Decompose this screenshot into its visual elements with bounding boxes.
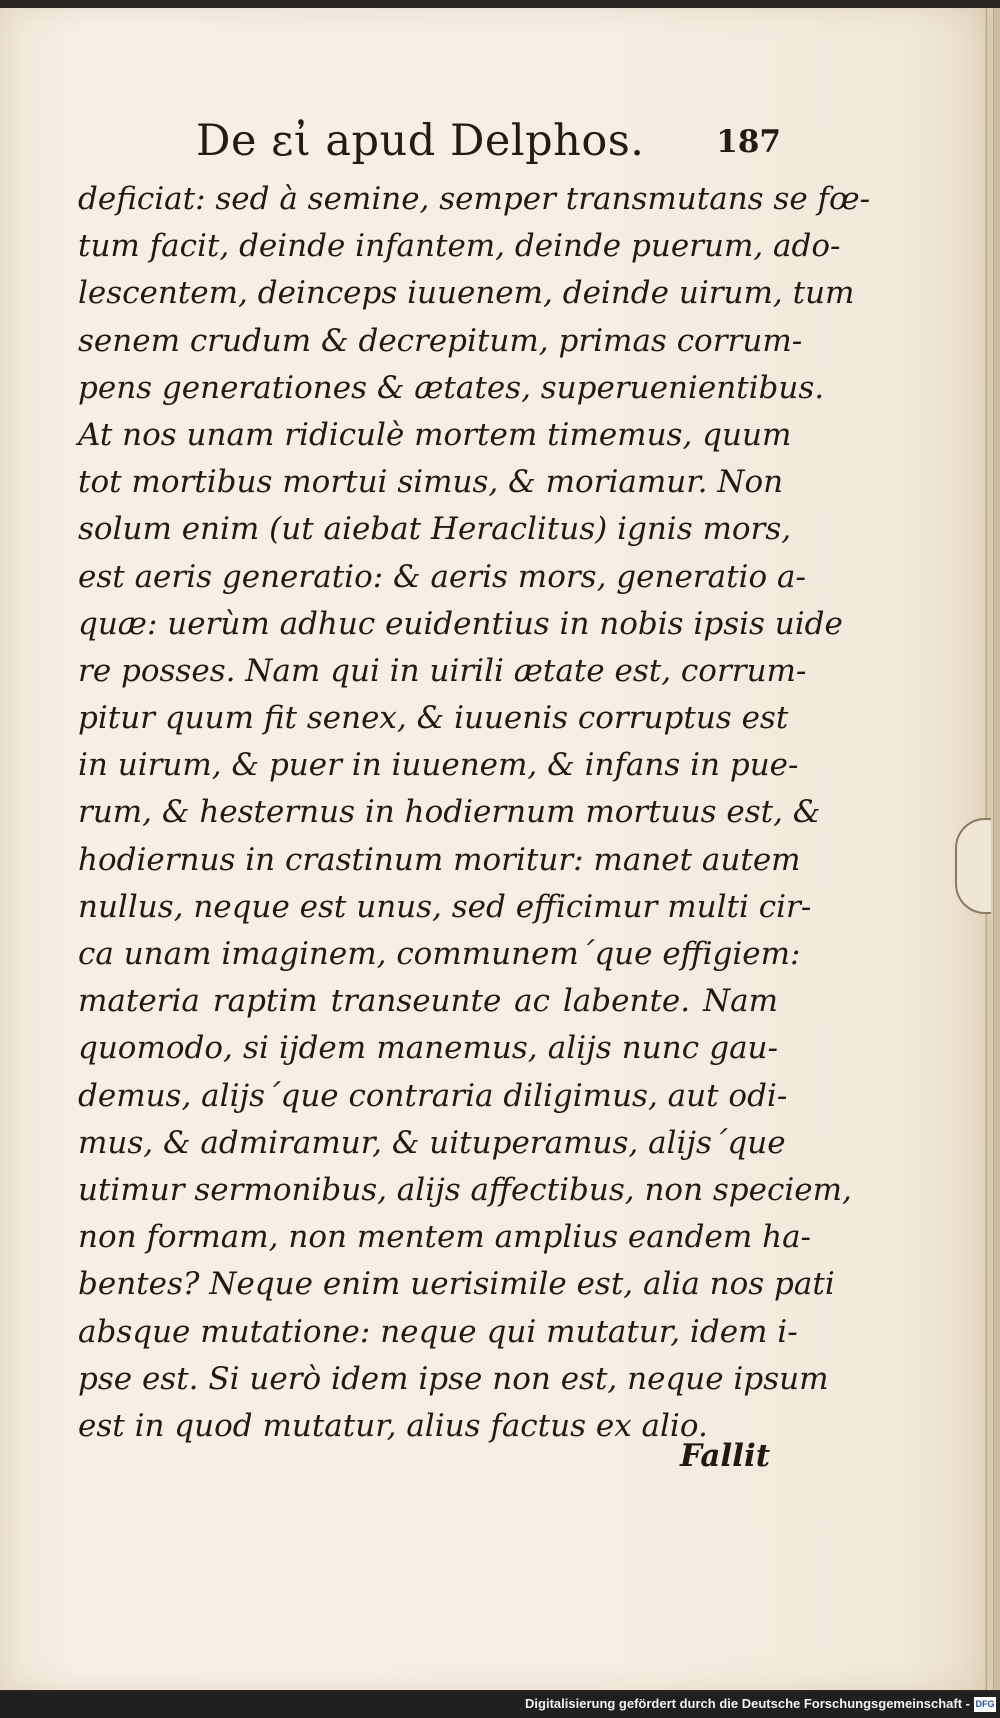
text-line: re posses. Nam qui in uirili ætate est, corrum-: [78, 652, 807, 689]
body-text: [78, 176, 871, 1450]
text-line: lescentem, deinceps iuuenem, deinde uirum, tum: [78, 275, 855, 312]
dfg-logo-icon: DFG: [974, 1697, 996, 1712]
text-line: rum, & hesternus in hodiernum mortuus est, &: [78, 794, 821, 831]
text-line: absque mutatione: neque qui mutatur, idem i-: [78, 1313, 798, 1350]
text-line: non formam, non mentem amplius eandem ha-: [78, 1219, 812, 1256]
funding-credit: Digitalisierung gefördert durch die Deutsche Forschungsgemeinschaft -: [525, 1696, 970, 1711]
text-line: bentes? Neque enim uerisimile est, alia nos pati: [78, 1266, 835, 1303]
text-line: tum facit, deinde infantem, deinde puerum, ado-: [78, 228, 841, 265]
text-line: At nos unam ridiculè mortem timemus, quum: [78, 416, 792, 453]
text-line: in uirum, & puer in iuuenem, & infans in pue-: [78, 747, 799, 784]
text-line: pse est. Si uerò idem ipse non est, neque ipsum: [78, 1360, 829, 1397]
text-line: mus, & admiramur, & uituperamus, alijs´que: [78, 1124, 786, 1161]
text-line: tot mortibus mortui simus, & moriamur. Non: [78, 464, 784, 501]
text-line: deficiat: sed à semine, semper transmutans se fœ-: [78, 181, 871, 217]
page-header: [196, 116, 781, 176]
text-line: quæ: uerùm adhuc euidentius in nobis ipsis uide: [78, 605, 843, 642]
text-line: ca unam imaginem, communem´que effigiem:: [78, 936, 801, 972]
running-head: De εἰ apud Delphos.: [196, 116, 645, 166]
text-line: est aeris generatio: & aeris mors, generatio a-: [78, 558, 806, 595]
text-line: pens generationes & ætates, superuenientibus.: [78, 369, 825, 406]
text-line: utimur sermonibus, alijs affectibus, non speciem,: [78, 1171, 852, 1208]
text-line: pitur quum fit senex, & iuuenis corruptus est: [78, 700, 789, 737]
text-line: materia raptim transeunte ac labente. Nam: [78, 983, 778, 1020]
text-line: senem crudum & decrepitum, primas corrum-: [78, 322, 803, 359]
text-line: solum enim (ut aiebat Heraclitus) ignis mors,: [78, 511, 792, 548]
text-line: est in quod mutatur, alius factus ex alio.: [78, 1407, 708, 1444]
catchword: Fallit: [680, 1438, 771, 1474]
text-line: nullus, neque est unus, sed efficimur multi cir-: [78, 888, 812, 925]
page-edge: [993, 8, 1000, 1690]
footer-bar: [0, 1692, 1000, 1718]
text-line: demus, alijs´que contraria diligimus, aut odi-: [78, 1077, 788, 1114]
book-page: [0, 8, 987, 1690]
page-number: 187: [716, 124, 781, 160]
text-line: hodiernus in crastinum moritur: manet autem: [78, 841, 801, 878]
text-line: quomodo, si ijdem manemus, alijs nunc gau-: [78, 1030, 778, 1067]
page-tab: [955, 818, 991, 914]
